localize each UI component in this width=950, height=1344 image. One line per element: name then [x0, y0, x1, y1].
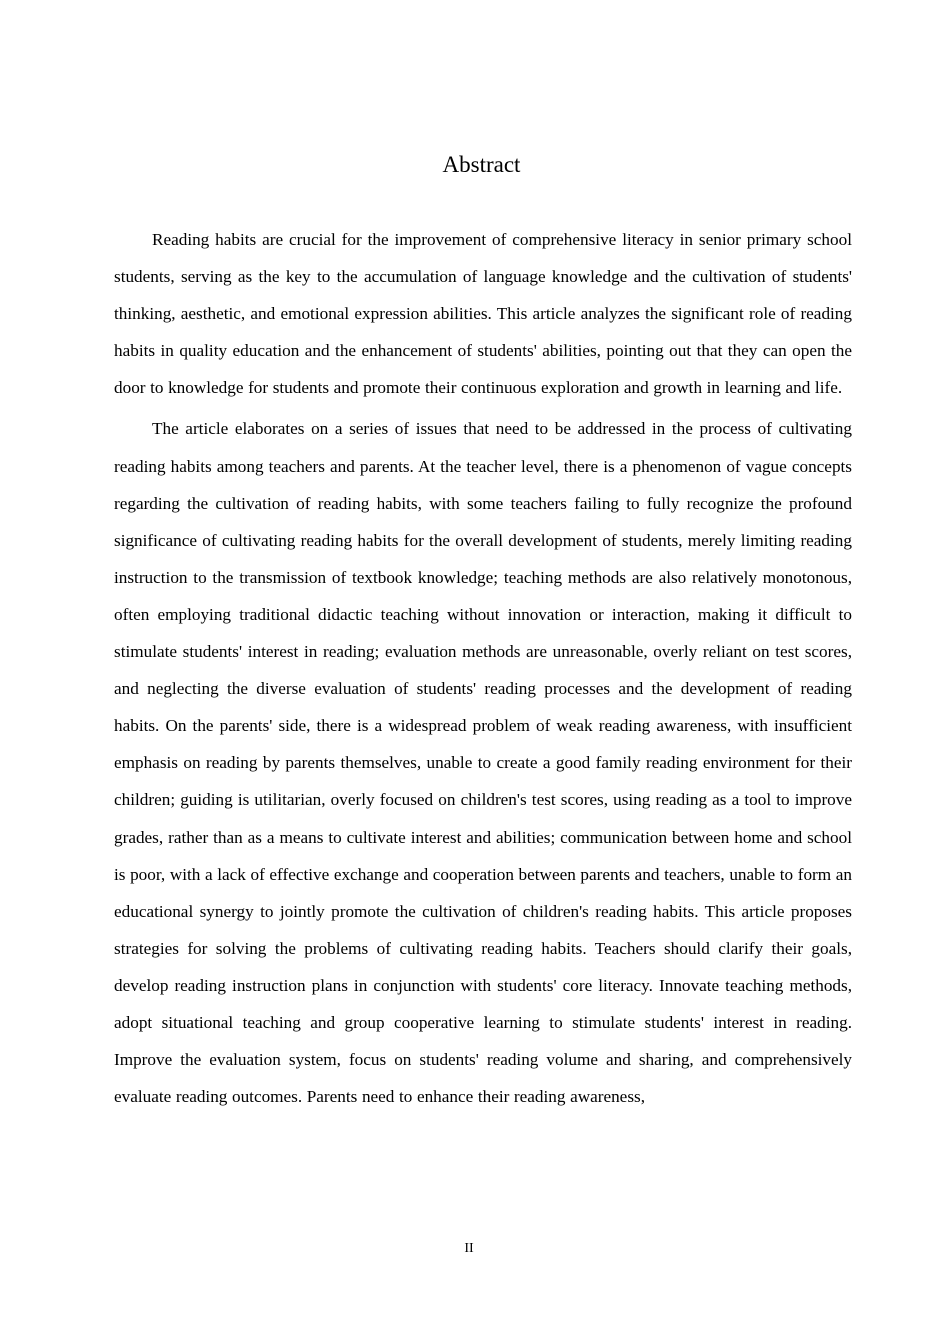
page-number: II [464, 1241, 474, 1256]
abstract-body [114, 221, 852, 1115]
abstract-paragraph-1: Reading habits are crucial for the improvement of comprehensive literacy in senior primary school students, serving as the key to the accumulation of language knowledge and the cultivation of students' thinking, aesthetic, and emotional expression abilities. This article analyzes the significant role of reading habits in quality education and the enhancement of students' abilities, pointing out that they can open the door to knowledge for students and promote their continuous exploration and growth in learning and life. [114, 230, 852, 398]
abstract-title: Abstract [442, 152, 521, 177]
abstract-paragraph-2: The article elaborates on a series of issues that need to be addressed in the process of cultivating reading habits among teachers and parents. At the teacher level, there is a phenomenon of vague concepts regarding the cultivation of reading habits, with some teachers failing to fully recognize the profound significance of cultivating reading habits for the overall development of students, merely limiting reading instruction to the transmission of textbook knowledge; teaching methods are also relatively monotonous, often employing traditional didactic teaching without innovation or interaction, making it difficult to stimulate students' interest in reading; evaluation methods are unreasonable, overly reliant on test scores, and neglecting the diverse evaluation of students' reading processes and the development of reading habits. On the parents' side, there is a widespread problem of weak reading awareness, with insufficient emphasis on reading by parents themselves, unable to create a good family reading environment for their children; guiding is utilitarian, overly focused on children's test scores, using reading as a tool to improve grades, rather than as a means to cultivate interest and abilities; communication between home and school is poor, with a lack of effective exchange and cooperation between parents and teachers, unable to form an educational synergy to jointly promote the cultivation of children's reading habits. This article proposes strategies for solving the problems of cultivating reading habits. Teachers should clarify their goals, develop reading instruction plans in conjunction with students' core literacy. Innovate teaching methods, adopt situational teaching and group cooperative learning to stimulate students' interest in reading. Improve the evaluation system, focus on students' reading volume and sharing, and comprehensively evaluate reading outcomes. Parents need to enhance their reading awareness, [114, 419, 852, 1107]
